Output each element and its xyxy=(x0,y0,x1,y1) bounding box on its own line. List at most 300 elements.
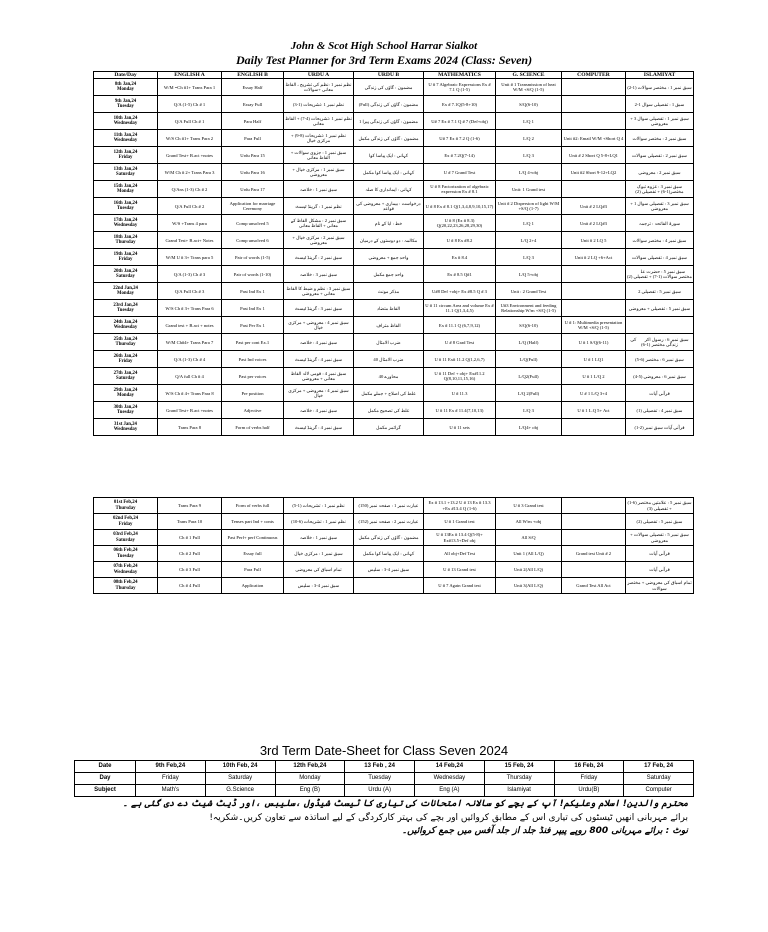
table-cell: کہانی : ایک پیاسا کوا xyxy=(354,147,424,164)
table-row xyxy=(94,368,694,385)
table-cell: U # 7 Grand Test xyxy=(424,164,496,181)
table-cell: Grand test Unit # 2 xyxy=(562,546,626,562)
table-cell: سبق نمبر 3 : تفصیلی سوال 1 + معروضی xyxy=(626,198,694,215)
table-row xyxy=(94,266,694,283)
table-row xyxy=(94,215,694,232)
table-cell: U # 8 (Ex # 8.3) Q(20,22,23,26,28,29,30) xyxy=(424,215,496,232)
row-date: 13th Jan,24 xyxy=(113,166,138,172)
table-cell: سبق نمبر 1 : تفصیلی سوال 3 + معروضی xyxy=(626,113,694,130)
table-cell: Grand Test+ B.act +notes xyxy=(158,147,222,164)
row-day: Friday xyxy=(118,359,133,365)
table-cell: Grand Test+ B.act+ Notes xyxy=(158,232,222,249)
table-cell: Urdu Para 15 xyxy=(222,147,284,164)
parent-note-2: برائے مہربانی انھیں ٹیسٹوں کی تیاری اس کے مطابق کروائیں اور بچے کی بہتر کارکردگی کے لیے اساتذہ سے تعاون کریں۔شکریہ! xyxy=(209,813,688,823)
table-cell: کہانی : ایمانداری کا صلہ xyxy=(354,181,424,198)
test-planner-table-feb xyxy=(93,497,694,594)
table-cell: سبق 1 : تفصیلی سوال 1-2 xyxy=(626,96,694,113)
table-cell: L/Q 2(Full) xyxy=(496,385,562,402)
date-day-cell xyxy=(94,385,158,402)
header-row xyxy=(94,72,694,79)
column-header: ENGLISH B xyxy=(222,72,284,79)
table-cell: Unit # 2 LQ +6+Act xyxy=(562,249,626,266)
date-day-cell xyxy=(94,578,158,594)
row-date: 10th Jan,24 xyxy=(113,115,138,121)
date-day-cell xyxy=(94,530,158,546)
table-cell xyxy=(562,300,626,317)
date-day-cell xyxy=(94,198,158,215)
table-row xyxy=(94,130,694,147)
table-row xyxy=(94,317,694,334)
table-cell: L/Q 2+4 xyxy=(496,232,562,249)
table-cell: Essay full xyxy=(222,546,284,562)
datesheet-title: 3rd Term Date-Sheet for Class Seven 2024 xyxy=(259,743,509,758)
table-row xyxy=(94,283,694,300)
table-cell: Past per voices xyxy=(222,368,284,385)
date-day-cell xyxy=(94,419,158,436)
table-cell: واحد جمع مکمل xyxy=(354,266,424,283)
table-cell: Form of verbs half xyxy=(222,419,284,436)
row-day: Monday xyxy=(116,87,135,93)
table-cell: U # 1 LQ1 xyxy=(562,351,626,368)
table-cell: Ex # 8.4 xyxy=(424,249,496,266)
table-cell: L/Q 1 xyxy=(496,113,562,130)
table-cell: Unit 3(All L/Q) xyxy=(496,578,562,594)
table-cell: Ex # 8.5 Q#1 xyxy=(424,266,496,283)
row-date: 23rd Jan,24 xyxy=(113,302,138,308)
datesheet-cell: Friday xyxy=(554,773,624,785)
date-day-cell xyxy=(94,562,158,578)
table-cell: مضمون : گاؤں کی زندگی (Full) xyxy=(354,96,424,113)
table-cell: Ex # 11.1 Q (6,7,9,12) xyxy=(424,317,496,334)
row-date: 17th Jan,24 xyxy=(113,217,138,223)
datesheet-cell: Tuesday xyxy=(345,773,415,785)
table-cell: Ex # 13.1 +13.2 U # 13 Ex # 13.3 +Ex #13.4 Q (1-6) xyxy=(424,498,496,514)
table-cell: U # 11 Def + obj+ Ex#11.2 Q(8,10,11,15,16) xyxy=(424,368,496,385)
table-cell: سبق نمبر 2 : مرکزی خیال + معروضی xyxy=(284,232,354,249)
table-cell xyxy=(562,283,626,300)
table-cell: Urdu Para 16 xyxy=(222,164,284,181)
table-cell: W/M U # 3+ Trans para 5 xyxy=(158,249,222,266)
date-day-cell xyxy=(94,147,158,164)
table-cell: سبق نمبر 4 : مختصر سوالات xyxy=(626,232,694,249)
table-cell: تمام اسباق کی معروضی xyxy=(284,562,354,578)
table-row xyxy=(94,546,694,562)
date-day-cell xyxy=(94,514,158,530)
table-cell: سبق نمبر 5 : تفصیلی (2) xyxy=(626,514,694,530)
table-cell xyxy=(354,578,424,594)
table-cell: L/Q 3 xyxy=(496,402,562,419)
table-cell: الفاظ متراف xyxy=(354,317,424,334)
table-cell: U # 7 Algebraic Expressions Ex # 7.1 Q (1-5) xyxy=(424,79,496,96)
table-cell: محاورے 40 xyxy=(354,368,424,385)
table-cell: U # 8 Grad Test xyxy=(424,334,496,351)
datesheet-day-row xyxy=(75,773,694,785)
table-cell: سبق نمبر 4 : گرینڈ ٹیسٹ xyxy=(284,419,354,436)
table-cell: غلط کی اصلاح + جملے مکمل xyxy=(354,385,424,402)
table-cell: Unit # 2 LQ#3 xyxy=(562,215,626,232)
table-cell: U # 11.3 xyxy=(424,385,496,402)
table-cell: نظم نمبر 1 : تشریحات (1-5) xyxy=(284,498,354,514)
table-cell: W/S Ch # 4+ Trans Para 8 xyxy=(158,385,222,402)
date-day-cell xyxy=(94,546,158,562)
table-cell: واحد جمع + معروضی xyxy=(354,249,424,266)
datesheet-date-row xyxy=(75,761,694,773)
table-cell: سبق نمبر 4 : تفصیلی سوالات xyxy=(626,249,694,266)
table-cell: سبق نمبر 4 : معروضی + مرکزی خیال xyxy=(284,385,354,402)
table-row xyxy=(94,562,694,578)
table-cell: U # 11 circum Area and volume Ex # 11.1 Q(1,3,4,5) xyxy=(424,300,496,317)
datesheet-cell: Saturday xyxy=(205,773,275,785)
table-cell: U # 11 Ex# 11.2 Q(1,2,6,7) xyxy=(424,351,496,368)
datesheet-cell: Monday xyxy=(275,773,345,785)
date-day-cell xyxy=(94,283,158,300)
datesheet-cell: 9th Feb,24 xyxy=(136,761,206,773)
table-row xyxy=(94,164,694,181)
row-day: Saturday xyxy=(116,172,135,178)
table-cell: U # 7 Again Grand test xyxy=(424,578,496,594)
row-day: Tuesday xyxy=(117,206,134,212)
table-cell: کہانی : ایک پیاسا کوا مکمل xyxy=(354,164,424,181)
table-cell: Past Perf+ perf Continuous xyxy=(222,530,284,546)
table-cell: سبق نمبر 5 : تفصیلی + معروضی xyxy=(626,300,694,317)
table-cell: نظم نمبر 1 :نظم کی تشریح ، الفاظ معانی +سوالات xyxy=(284,79,354,96)
table-cell: Q/A Full Ch # 1 xyxy=(158,113,222,130)
row-day: Tuesday xyxy=(117,308,134,314)
table-cell: L/Q2(Full) xyxy=(496,368,562,385)
table-cell: درخواست : بیماری + معروضی کی قواعد xyxy=(354,198,424,215)
row-date: 06th Feb,24 xyxy=(113,548,138,554)
table-cell: Unit 1 (All L/Q) xyxy=(496,546,562,562)
table-cell: عبارت نمبر 2 : صفحہ نمبر (152) xyxy=(354,514,424,530)
table-cell: سبق نمبر 4 : گرینڈ ٹیسٹ xyxy=(284,351,354,368)
table-cell: U # 11 Ex # 11.4(7,10,13) xyxy=(424,402,496,419)
table-row xyxy=(94,181,694,198)
table-cell: All S/Q xyxy=(496,530,562,546)
table-cell: سبق نمبر 5 : تفصیلی سوالات + معروضی xyxy=(626,530,694,546)
table-cell xyxy=(562,530,626,546)
table-cell: Past Per Ex 1 xyxy=(222,317,284,334)
date-day-cell xyxy=(94,232,158,249)
date-day-cell xyxy=(94,300,158,317)
row-date: 29th Jan,24 xyxy=(113,387,138,393)
table-cell: Ex # 7.2Q(7-14) xyxy=(424,147,496,164)
row-date: 25th Jan,24 xyxy=(113,336,138,342)
table-cell: قرآنی آیات سبق نمبر (2-1) xyxy=(626,419,694,436)
table-cell: L/Q 3 xyxy=(496,249,562,266)
datesheet-cell: Urdu(B) xyxy=(554,785,624,797)
table-cell: سبق نمبر 1 : مرکزی خیال xyxy=(284,546,354,562)
column-header: G. SCIENCE xyxy=(496,72,562,79)
table-cell: W/M Ch # 2+ Trans Para 3 xyxy=(158,164,222,181)
row-date: 26th Jan,24 xyxy=(113,353,138,359)
table-cell: Past Ind Ex 1 xyxy=(222,283,284,300)
table-cell xyxy=(562,96,626,113)
row-date: 07th Feb,24 xyxy=(113,564,138,570)
column-header: COMPUTER xyxy=(562,72,626,79)
table-row xyxy=(94,147,694,164)
date-day-cell xyxy=(94,317,158,334)
table-cell: قرآنی آیات xyxy=(626,562,694,578)
date-day-cell xyxy=(94,334,158,351)
date-day-cell xyxy=(94,498,158,514)
table-cell: سبق نمبر 2 : معروضی xyxy=(626,164,694,181)
fee-note: نوٹ : برائے مہربانی 800 روپے پیپر فنڈ جلد از جلد آفس میں جمع کروائیں۔ xyxy=(401,826,688,836)
table-cell: سبق نمبر 2 : مشکل الفاظ کے معانی + الفاظ معانی xyxy=(284,215,354,232)
table-cell: سبق نمبر 1 : خلاصہ xyxy=(284,181,354,198)
table-cell: W/M =Ch #1+ Trans Para 1 xyxy=(158,79,222,96)
table-cell: سبق نمبر 1 : مختصر سوالات (1-2) xyxy=(626,79,694,96)
table-cell: U # 1 Grand test xyxy=(424,514,496,530)
table-cell: Q/A Full Ch # 3 xyxy=(158,283,222,300)
table-cell: سبق نمبر 4 : خلاصہ xyxy=(284,402,354,419)
table-cell: Ch # 1 Full xyxy=(158,530,222,546)
table-cell: مذکر مونث xyxy=(354,283,424,300)
table-cell xyxy=(562,562,626,578)
table-row xyxy=(94,514,694,530)
datesheet-cell: 10th Feb, 24 xyxy=(205,761,275,773)
table-cell: Unit : 2 Grand Test xyxy=(496,283,562,300)
table-cell: قرآنی آیات xyxy=(626,385,694,402)
table-cell xyxy=(562,113,626,130)
table-cell: نظم نمبر 1 :تشریحات (4-7) + الفاظ معانی xyxy=(284,113,354,130)
row-day: Wednesday xyxy=(113,569,138,575)
table-cell: الفاظ متضاد xyxy=(354,300,424,317)
table-cell: تمام اسباق کی معروضی + مختصر سوالات xyxy=(626,578,694,594)
row-day: Tuesday xyxy=(117,553,134,559)
table-cell: Unit #2: Email W/M +Short Q 4 xyxy=(562,130,626,147)
row-day: Wednesday xyxy=(113,121,138,127)
date-day-cell xyxy=(94,96,158,113)
table-cell: U # 8 Ex #8.2 xyxy=(424,232,496,249)
table-cell: مضمون : گاؤں کی زندگی مکمل xyxy=(354,530,424,546)
datesheet-cell: Computer xyxy=(624,785,694,797)
row-day: Thursday xyxy=(115,505,136,511)
table-cell: کہانی : ایک پیاسا کوا مکمل xyxy=(354,546,424,562)
table-cell: نظم نمبر 1 :تشریحات (1-3) xyxy=(284,96,354,113)
table-cell: Para Half xyxy=(222,113,284,130)
table-cell: سبق نمبر 1 : خلاصہ xyxy=(284,530,354,546)
row-date: 11th Jan,24 xyxy=(113,132,138,138)
table-cell: سبق نمبر 2 : تفصیلی سوالات xyxy=(626,147,694,164)
table-cell: Para Full xyxy=(222,130,284,147)
table-cell: L/Q 4+obj xyxy=(496,164,562,181)
table-cell: U # 1 L/Q 3+4 xyxy=(562,385,626,402)
row-date: 01st Feb,24 xyxy=(113,500,138,506)
table-row xyxy=(94,249,694,266)
date-day-cell xyxy=(94,79,158,96)
row-date: 18th Jan,24 xyxy=(113,234,138,240)
table-cell: W/M Ch#4+ Trans Para 7 xyxy=(158,334,222,351)
table-cell: سبق نمبر 3 : نظم و ضبط کا الفاظ معانی + معروضی xyxy=(284,283,354,300)
date-day-cell xyxy=(94,402,158,419)
table-cell: مکالمہ : دو دوستوں کے درمیان xyxy=(354,232,424,249)
table-cell: Past Ind voices xyxy=(222,351,284,368)
datesheet-cell: Eng (B) xyxy=(275,785,345,797)
table-cell: Unit # 2 Short Q 5-8+LQ1 xyxy=(562,147,626,164)
row-date: 03rd Feb,24 xyxy=(113,532,138,538)
table-cell: سبق نمبر 2 : گرینڈ ٹیسٹ xyxy=(284,249,354,266)
table-cell: گرائمر مکمل xyxy=(354,419,424,436)
table-cell: نظم نمبر 1 : گرینڈ ٹیسٹ xyxy=(284,198,354,215)
table-cell: U# 7 Ex # 7.1 Q # 7 (Def+obj) xyxy=(424,113,496,130)
date-day-cell xyxy=(94,351,158,368)
date-day-cell xyxy=(94,368,158,385)
table-cell: Trans Para 8 xyxy=(158,419,222,436)
row-date: 30th Jan,24 xyxy=(113,404,138,410)
row-day: Monday xyxy=(116,189,135,195)
table-cell: Ch # 4 Full xyxy=(158,578,222,594)
table-cell: سبق نمبر 4 : تفصیلی (1) xyxy=(626,402,694,419)
table-cell: Comp unsolved 6 xyxy=(222,232,284,249)
table-cell: L/Q (Half) xyxy=(496,334,562,351)
table-cell: ضرب الامثال 40 xyxy=(354,351,424,368)
table-cell: U # 13 Grand test xyxy=(424,562,496,578)
table-cell: Grand Test+ B.act +notes xyxy=(158,402,222,419)
row-day: Wednesday xyxy=(113,138,138,144)
date-day-cell xyxy=(94,130,158,147)
table-cell: سبق نمبر 1 : جزوی سوالات + الفاظ معانی xyxy=(284,147,354,164)
row-date: 19th Jan,24 xyxy=(113,251,138,257)
table-cell: Grand test + B.act + notes xyxy=(158,317,222,334)
row-date: 24th Jan,24 xyxy=(113,319,138,325)
table-cell: S/Q(6-10) xyxy=(496,317,562,334)
row-day: Saturday xyxy=(116,274,135,280)
table-cell: سبق نمبر 3 : خلاصہ xyxy=(284,266,354,283)
table-cell: All obj+Def Test xyxy=(424,546,496,562)
table-row xyxy=(94,578,694,594)
table-cell: مضمون : گاؤں کی زندگی مکمل xyxy=(354,130,424,147)
column-header: ENGLISH A xyxy=(158,72,222,79)
table-cell: U#8 Def +obj+ Ex #8.5 Q # 3 xyxy=(424,283,496,300)
table-cell xyxy=(562,266,626,283)
table-cell xyxy=(626,317,694,334)
datesheet-table xyxy=(74,760,694,797)
table-cell: سبق نمبر 4-3 : سلیس xyxy=(354,562,424,578)
table-cell: L/Q 5+obj xyxy=(496,266,562,283)
table-cell: سبق نمبر 3 : گرینڈ ٹیسٹ xyxy=(284,300,354,317)
table-cell: مضمون : گاؤں کی زندگی xyxy=(354,79,424,96)
row-date: 20th Jan,24 xyxy=(113,268,138,274)
table-cell: Unit # 2 LQ#3 xyxy=(562,198,626,215)
table-cell: L/Q 3 xyxy=(496,147,562,164)
datesheet-cell: 16 Feb, 24 xyxy=(554,761,624,773)
table-cell: Unit 2(All L/Q) xyxy=(496,562,562,578)
row-day: Thursday xyxy=(115,342,136,348)
row-day: Monday xyxy=(116,291,135,297)
table-cell: U # 1 S/Q(6-11) xyxy=(562,334,626,351)
table-cell: مضمون : گاؤں کی زندگی پیرا 1 xyxy=(354,113,424,130)
table-cell: قرآنی آیات xyxy=(626,546,694,562)
row-day: Friday xyxy=(118,257,133,263)
row-day: Thursday xyxy=(115,240,136,246)
table-cell: Pair of words (1-5) xyxy=(222,249,284,266)
table-cell: Trans Para 9 xyxy=(158,498,222,514)
table-cell: Q/A (1-3) Ch # 4 xyxy=(158,351,222,368)
table-cell: Pre position xyxy=(222,385,284,402)
datesheet-cell: Thursday xyxy=(484,773,554,785)
table-row xyxy=(94,334,694,351)
table-cell: Unit #2 Short 9-12+LQ2 xyxy=(562,164,626,181)
table-cell: U # 8 Ex # 8.1 Q(1,3,4,8,9,10,15,17) xyxy=(424,198,496,215)
table-cell: L/Q 2 xyxy=(496,130,562,147)
datesheet-cell: 12th Feb,24 xyxy=(275,761,345,773)
planner-title: Daily Test Planner for 3rd Term Exams 2024 (Class: Seven) xyxy=(235,53,533,67)
row-date: 8th Jan,24 xyxy=(114,81,137,87)
table-cell: سبق نمبر 6 : رسول اکرمؐ کی زندگی مختصر (1-6) xyxy=(626,334,694,351)
table-cell: U # 13Ex # 13.4 Q(5-8)+ Ex#13.5+Def obj xyxy=(424,530,496,546)
table-cell: Ex # 7.1Q(5-8+10) xyxy=(424,96,496,113)
table-cell: U # 1: Multimedia presentation W/M +S/Q (1-5) xyxy=(562,317,626,334)
table-cell: L/Q 1 xyxy=(496,215,562,232)
table-cell: All W/m +obj xyxy=(496,514,562,530)
table-cell: خط : ابا کے نام xyxy=(354,215,424,232)
table-row xyxy=(94,402,694,419)
row-day: Friday xyxy=(118,521,133,527)
table-cell: Past Ind Ex 1 xyxy=(222,300,284,317)
table-row xyxy=(94,232,694,249)
table-row xyxy=(94,351,694,368)
date-day-cell xyxy=(94,266,158,283)
table-cell: سبق نمبر 5 : تفصیلی 2 xyxy=(626,283,694,300)
datesheet-label: Day xyxy=(75,773,136,785)
table-row xyxy=(94,498,694,514)
table-cell: نظم نمبر 1 : تشریحات (6-10) xyxy=(284,514,354,530)
table-row xyxy=(94,419,694,436)
table-cell: Urdu Para 17 xyxy=(222,181,284,198)
row-day: Wednesday xyxy=(113,427,138,433)
datesheet-label: Date xyxy=(75,761,136,773)
table-cell: Trans Para 10 xyxy=(158,514,222,530)
table-row xyxy=(94,198,694,215)
row-day: Thursday xyxy=(115,585,136,591)
row-day: Tuesday xyxy=(117,104,134,110)
table-cell: Ch # 3 Full xyxy=(158,562,222,578)
table-cell: U # 1 L.Q 5+ Act xyxy=(562,402,626,419)
date-day-cell xyxy=(94,113,158,130)
row-day: Friday xyxy=(118,155,133,161)
table-cell: Q/A Full Ch # 2 xyxy=(158,198,222,215)
table-cell: Comp unsolved 5 xyxy=(222,215,284,232)
table-row xyxy=(94,79,694,96)
datesheet-cell: Friday xyxy=(136,773,206,785)
table-cell: سورۃ الفاتحہ : ترجمہ xyxy=(626,215,694,232)
table-cell: Adjective xyxy=(222,402,284,419)
row-date: 12th Jan,24 xyxy=(113,149,138,155)
table-cell xyxy=(562,181,626,198)
table-cell: سبق نمبر 4 : خلاصہ xyxy=(284,334,354,351)
table-row xyxy=(94,300,694,317)
table-cell: W/S +Trans 4 para xyxy=(158,215,222,232)
table-cell: Tenses part Ind + conts xyxy=(222,514,284,530)
column-header: Date/Day xyxy=(94,72,158,79)
table-cell: Grand Test All Act xyxy=(562,578,626,594)
row-day: Wednesday xyxy=(113,325,138,331)
datesheet-cell: Islamiyat xyxy=(484,785,554,797)
table-cell: Application for marriage Ceremony xyxy=(222,198,284,215)
table-cell xyxy=(562,419,626,436)
datesheet-cell: Urdu (A) xyxy=(345,785,415,797)
table-cell: نظم نمبر 1 :تشریحات (8-9) + مرکزی خیال xyxy=(284,130,354,147)
table-cell: Unit: 1 Grand test xyxy=(496,181,562,198)
column-header: URDU B xyxy=(354,72,424,79)
date-day-cell xyxy=(94,249,158,266)
datesheet-subject-row xyxy=(75,785,694,797)
table-cell: سبق نمبر 3 : غزوہ تبوک مختصر(1-6) + تفصیلی (2) xyxy=(626,181,694,198)
table-cell: Para Full xyxy=(222,562,284,578)
row-day: Saturday xyxy=(116,376,135,382)
table-cell: U # 11 sets xyxy=(424,419,496,436)
table-cell: غلط کی تصحیح مکمل xyxy=(354,402,424,419)
